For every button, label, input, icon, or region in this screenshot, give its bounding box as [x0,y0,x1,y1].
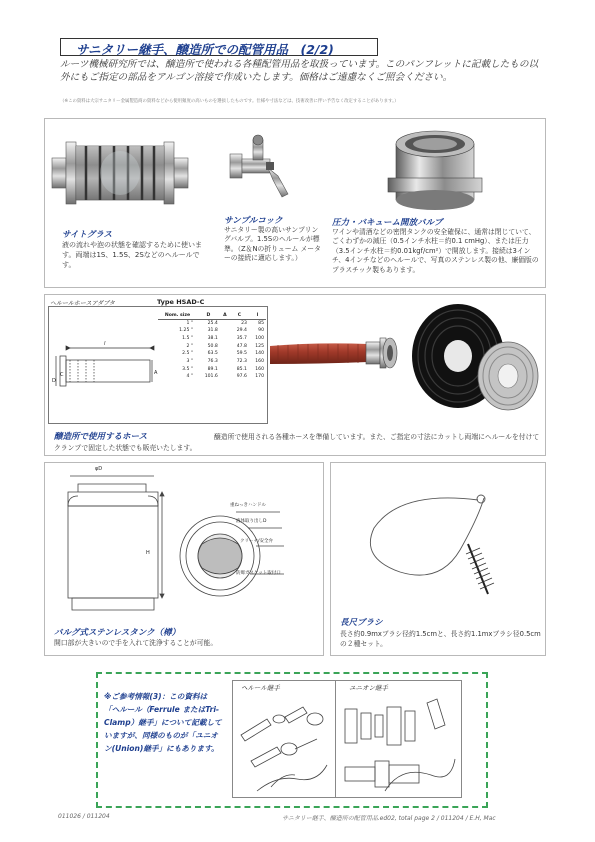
tank-height-label: H [146,550,150,556]
hose-adapter-type: Type HSAD-C [157,298,205,306]
table-row: 4 " 101.6 97.6 170 [186,374,264,380]
sample-cock-image [226,132,300,202]
reference-divider [335,681,336,797]
brush-title: 長尺ブラシ [340,618,383,628]
footer-info: サニタリー継手、醸造所の配管用品.ed02, total page 2 / 011204 / E.H, Mac [282,815,496,822]
drawing-label-c: C [60,372,64,378]
sample-cock-text: サニタリー製の高いサンプリングバルブ。1.5Sのヘルールが標準。（Z＆Nの折りューム メーターの接続に適応します。） [224,226,321,263]
tank-drawing [50,466,318,616]
table-row: 1.5 " 38.1 35.7 100 [182,335,264,341]
table-row: 2 " 50.8 47.8 125 [186,343,264,349]
table-row: 1 " 25.4 23 85 [186,320,264,326]
tank-clamp-label: クリーナ/安全弁 [240,539,274,544]
table-row: 3 " 76.3 72.3 160 [186,359,264,365]
hose-adapter-table [158,312,266,382]
drawing-label-a: A [154,370,158,376]
pressure-valve-image [382,126,488,214]
drawing-label-d: D [52,378,56,384]
pressure-valve-title: 圧力・バキューム開放バルブ [332,218,443,228]
union-label: ユニオン継手 [349,684,388,692]
hose-adapter-drawing [52,340,156,400]
page-title: サニタリー継手、醸造所での配管用品 (2/2) [76,42,334,57]
table-row: 3.5 " 89.1 85.1 160 [182,366,264,372]
ferrule-illustration [237,695,333,795]
col-header: l [249,312,266,320]
disclaimer-note: （※この資料は大宗サニタリー金属製造商の資料などから使用頻度の高いものを選抜したものです。仕様や寸法などは、技術改善に伴い予告なく改定することがあります。） [60,99,399,104]
reference-text: ※ご参考情報(3)：この資料は「ヘルール（Ferrule またはTri-Clamp）継手」について記載していますが、同様のものが「ユニオン(Union)継手」にもあります。 [104,692,222,753]
tank-gasket-label: 防爆ガスケット取付口 [236,571,281,576]
hose-title: 醸造所で使用するホース [54,432,148,442]
black-hose-spool-image [408,298,542,416]
col-header: A [220,312,230,320]
sight-glass-text: 液の流れや泡の状態を確認するために使います。両端は1S、1.5S、2Sなどのヘルールです。 [62,241,202,269]
tank-title: バルグ式ステンレスタンク（樽） [54,628,181,638]
union-illustration [341,695,459,795]
table-row: 2.5 " 63.5 59.5 140 [182,351,264,357]
footer-date: 011026 / 011204 [58,813,110,820]
tank-handle-label: 重ねっきハンドル [230,503,266,508]
tank-text: 開口部が大きいので手を入れて洗浄することが可能。 [54,639,218,647]
sight-glass-title: サイトグラス [62,230,112,240]
red-hose-image [268,330,404,374]
sight-glass-image [50,132,190,214]
long-brush-image [360,488,508,598]
reference-images-frame [232,680,462,798]
pressure-valve-text: ワインや清酒などの密閉タンクの安全確保に、通常は閉じていて、ごくわずかの減圧（0.5インチ水柱＝約0.1 cmHg）、または圧力（3.5インチ水柱＝約0.01kgf/cm²）で開放します。接続は3インチ、4インチなどのヘルールで、写真のステンレス製の他、廉価版のプラスチック製もあります。 [332,228,539,274]
ferrule-label: ヘルール継手 [241,684,280,692]
col-header: D [197,312,220,320]
drawing-label-l: l [104,341,106,347]
col-header: Nom. size [158,312,197,320]
col-header: C [230,312,249,320]
hose-text: 醸造所で使用される各種ホースを準備しています。また、ご指定の寸法にカットし両端にヘルールを付けてクランプで固定した状態でも販売いたします。 [54,433,540,452]
hose-adapter-label: ヘルールホースアダプタ [50,300,115,307]
tank-lid-label: 液体取り出しD [236,519,267,524]
table-row: 1.25 " 31.8 29.4 90 [179,328,264,334]
sample-cock-title: サンプルコック [224,216,283,226]
intro-text: ルーツ機械研究所では、醸造所で使われる各種配管用品を取扱っています。このパンフレットに記載したもの以外にもご指定の部品をアルゴン溶接で作成いたします。価格はご遠慮なくご照会ください。 [60,59,539,84]
tank-diameter-label: φD [95,466,103,472]
brush-text: 長さ約0.9mxブラシ径約1.5cmと、長さ約1.1mxブラシ径0.5cmの２種セット。 [340,630,541,648]
